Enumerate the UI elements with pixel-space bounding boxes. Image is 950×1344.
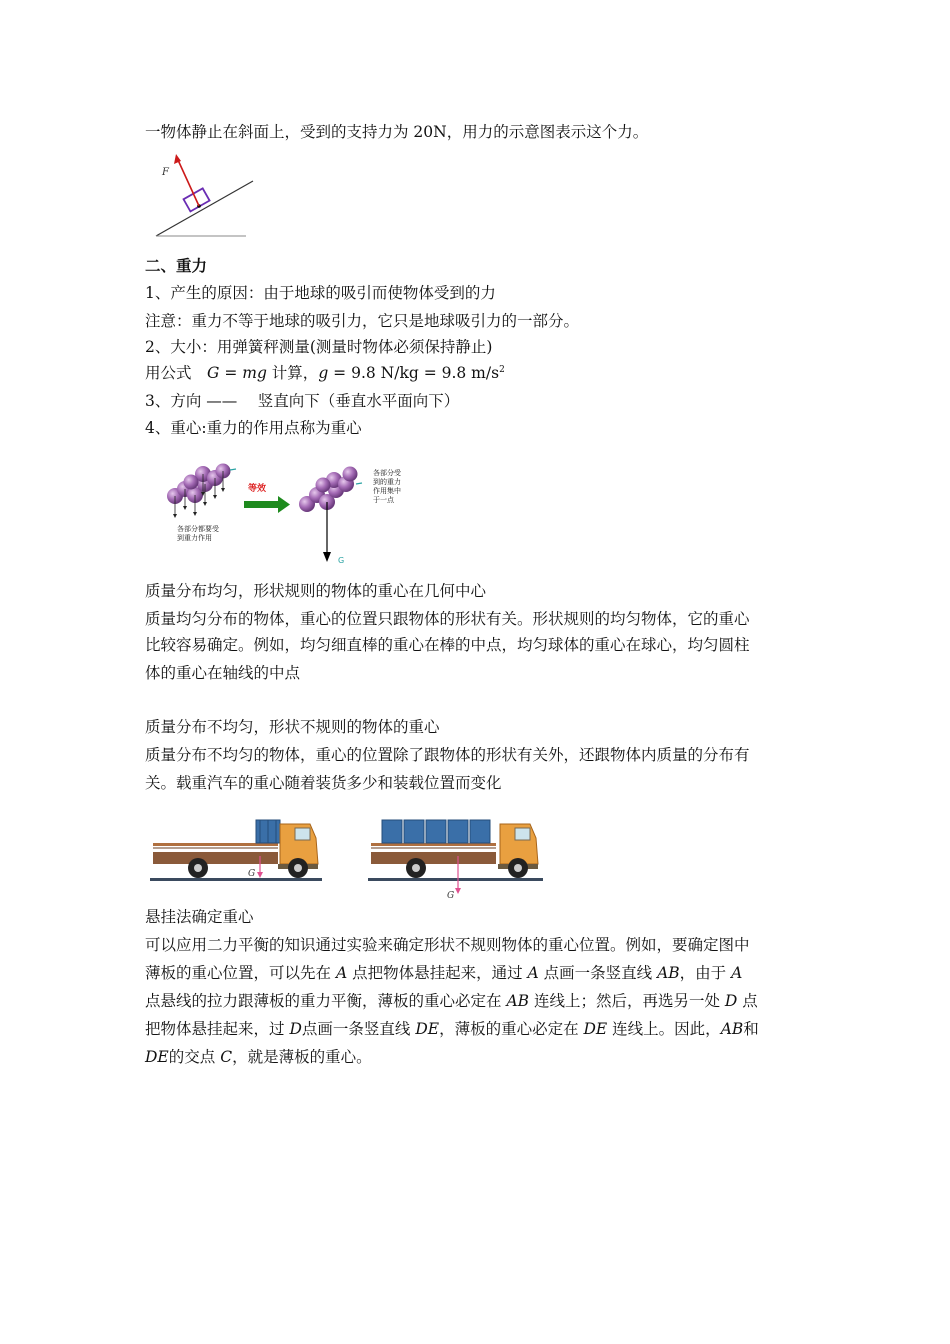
item-direction: 3、方向 —— 竖直向下（垂直水平面向下） <box>145 392 460 410</box>
equiv-label: 等效 <box>248 484 267 494</box>
suspension-line-4: 把物体悬挂起来，过 D点画一条竖直线 DE，薄板的重心必定在 DE 连线上。因此，AB和 <box>145 1020 759 1038</box>
right-ball-cluster <box>299 467 358 513</box>
suspension-line-5: DE的交点 C，就是薄板的重心。 <box>145 1048 372 1066</box>
item-formula: 用公式 G = mg 计算，g = 9.8 N/kg = 9.8 $m/s^2$ <box>145 364 505 382</box>
suspension-line-2: 薄板的重心位置，可以先在 A 点把物体悬挂起来，通过 A 点画一条竖直线 AB，由于 A <box>145 964 743 982</box>
item-note: 注意：重力不等于地球的吸引力，它只是地球吸引力的一部分。 <box>145 312 580 330</box>
left-caption: 各部分都要受 到重力作用 <box>177 525 219 542</box>
svg-text:G: G <box>447 891 455 901</box>
truck-right <box>368 816 543 902</box>
item-size: 2、大小：用弹簧秤测量(测量时物体必须保持静止) <box>145 338 493 356</box>
uniform-line-1: 质量均匀分布的物体，重心的位置只跟物体的形状有关。形状规则的均匀物体，它的重心 <box>145 610 750 628</box>
item-cause: 1、产生的原因：由于地球的吸引而使物体受到的力 <box>145 284 496 302</box>
g-label: G <box>338 556 345 565</box>
force-label: F <box>162 167 169 178</box>
suspension-title: 悬挂法确定重心 <box>145 908 254 926</box>
nonuniform-title: 质量分布不均匀，形状不规则的物体的重心 <box>145 718 440 736</box>
suspension-line-3: 点悬线的拉力跟薄板的重力平衡，薄板的重心必定在 AB 连线上；然后，再选另一处 D 点 <box>145 992 758 1010</box>
intro-text: 一物体静止在斜面上，受到的支持力为 20N，用力的示意图表示这个力。 <box>145 123 649 141</box>
uniform-line-3: 体的重心在轴线的中点 <box>145 664 301 682</box>
left-ball-cluster <box>167 464 231 505</box>
right-caption: 各部分受 到的重力 作用集中 于一点 <box>373 469 401 504</box>
incline-force-diagram <box>150 150 260 242</box>
uniform-title: 质量分布均匀，形状规则的物体的重心在几何中心 <box>145 582 487 600</box>
suspension-line-1: 可以应用二力平衡的知识通过实验来确定形状不规则物体的重心位置。例如，要确定图中 <box>145 936 750 954</box>
section-heading: 二、重力 <box>145 256 208 275</box>
item-center: 4、重心:重力的作用点称为重心 <box>145 419 362 437</box>
nonuniform-line-1: 质量分布不均匀的物体，重心的位置除了跟物体的形状有关外，还跟物体内质量的分布有 <box>145 746 750 764</box>
nonuniform-line-2: 关。载重汽车的重心随着装货多少和装载位置而变化 <box>145 774 502 792</box>
truck-left <box>150 816 322 886</box>
svg-text:G: G <box>248 869 256 879</box>
uniform-line-2: 比较容易确定。例如，均匀细直棒的重心在棒的中点，均匀球体的重心在球心，均匀圆柱 <box>145 636 750 654</box>
